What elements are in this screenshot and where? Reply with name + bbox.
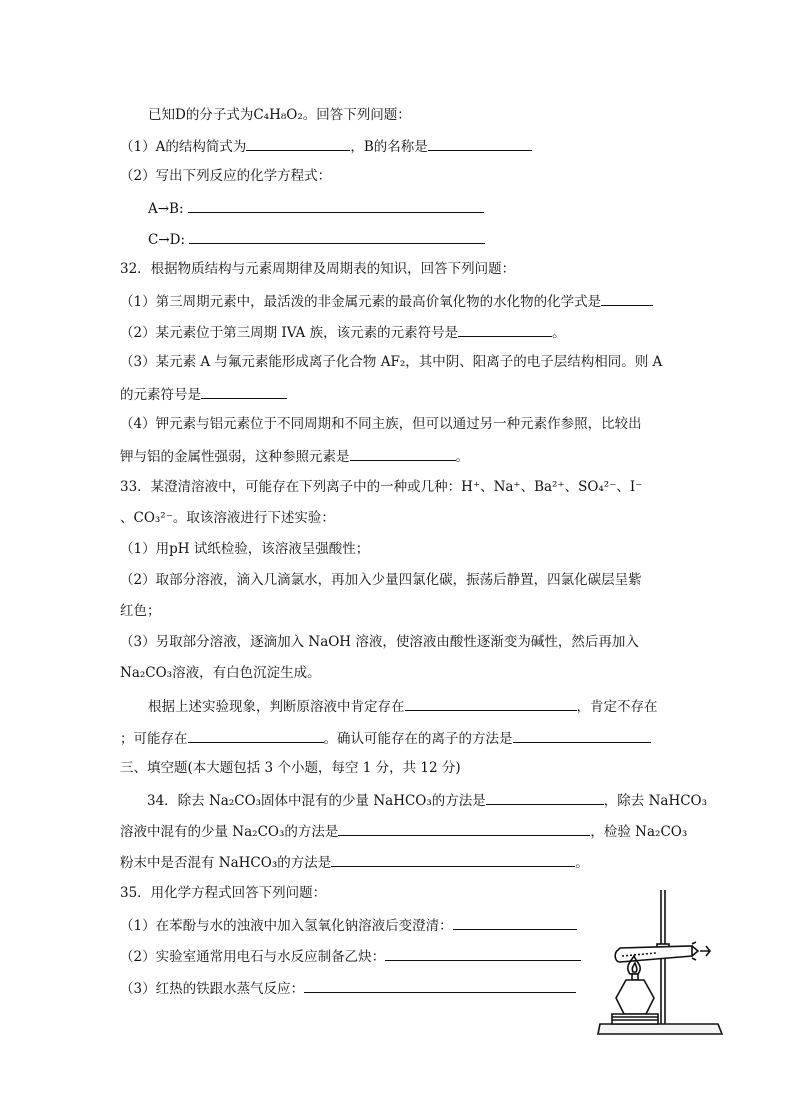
q33-step1: （1）用pH 试纸检验，该溶液呈强酸性； (120, 541, 370, 557)
q33-blank-method[interactable] (513, 728, 651, 743)
lamp-support-block (612, 1014, 658, 1024)
q35-blank-1[interactable] (453, 915, 577, 930)
q32-blank-4[interactable] (350, 446, 456, 461)
q32-part2-text: （2）某元素位于第三周期 IVA 族，该元素的元素符号是 (120, 325, 459, 341)
q34-line2 (120, 821, 687, 841)
q33-title: 33．某澄清溶液中，可能存在下列离子中的一种或几种：H⁺、Na⁺、Ba²⁺、SO₄²⁻、I⁻ (120, 479, 643, 495)
q34-blank-2[interactable] (338, 821, 590, 836)
q33-step3-b: Na₂CO₃溶液，有白色沉淀生成。 (120, 665, 321, 681)
q32-title: 32．根据物质结构与元素周期律及周期表的知识，回答下列问题： (120, 261, 516, 277)
lamp-flame-inner (632, 963, 637, 972)
q33-method-text: 。确认可能存在的离子的方法是 (323, 731, 513, 747)
q32-part3: （3）某元素 A 与氟元素能形成离子化合物 AF₂，其中阴、阳离子的电子层结构相同。则 A (120, 354, 663, 370)
q33-blank-must-exist[interactable] (405, 696, 577, 711)
q35-part3-text: （3）红热的铁跟水蒸气反应： (120, 981, 305, 997)
test-tube-stopper (692, 942, 698, 960)
alcohol-lamp (616, 980, 654, 1014)
q31-blank-eq-ab[interactable] (188, 198, 484, 213)
delivery-tube (700, 946, 710, 956)
q34-blank-3[interactable] (331, 852, 575, 867)
q32-part4: （4）钾元素与铝元素位于不同周期和不同主族，但可以通过另一种元素作参照，比较出 (120, 416, 642, 432)
q34-line2-text-b: ，检验 Na₂CO₃ (590, 824, 688, 840)
lamp-wick-holder (632, 974, 638, 980)
q35-blank-2[interactable] (385, 946, 581, 961)
q32-part2-end: 。 (552, 325, 566, 341)
q35-part1 (120, 915, 577, 935)
q33-conclusion-b (120, 728, 651, 748)
q32-blank-3[interactable] (201, 384, 287, 399)
q31-eq-cd (148, 229, 485, 249)
test-tube (615, 946, 692, 962)
q31-blank-a-structure[interactable] (246, 136, 350, 151)
q31-part1-text-b: ，B的名称是 (350, 139, 428, 155)
q35-title: 35．用化学方程式回答下列问题： (120, 885, 327, 901)
q32-part1-text: （1）第三周期元素中，最活泼的非金属元素的最高价氧化物的水化物的化学式是 (120, 294, 602, 310)
q33-conclusion-text-b: ，肯定不存在 (576, 699, 658, 715)
q31-part2: （2）写出下列反应的化学方程式： (120, 168, 332, 184)
q34-line1 (147, 790, 707, 810)
section3-title: 三、填空题(本大题包括 3 个小题，每空 1 分，共 12 分) (120, 760, 461, 776)
q33-step2: （2）取部分溶液，滴入几滴氯水，再加入少量四氯化碳，振荡后静置，四氯化碳层呈紫 (120, 572, 642, 588)
q33-conclusion-text: 根据上述实验现象，判断原溶液中肯定存在 (148, 699, 405, 715)
q34-line3-text-a: 粉末中是否混有 NaHCO₃的方法是 (120, 855, 332, 871)
q32-part4-b-text: 钾与铝的金属性强弱，这种参照元素是 (120, 449, 350, 465)
q35-part2-text: （2）实验室通常用电石与水反应制备乙炔： (120, 949, 386, 965)
q35-blank-3[interactable] (304, 978, 576, 993)
q33-blank-maybe[interactable] (188, 728, 324, 743)
q34-line1-text-a: 34．除去 Na₂CO₃固体中混有的少量 NaHCO₃的方法是 (147, 793, 486, 809)
q32-blank-1[interactable] (601, 291, 653, 306)
q32-part4-b (120, 446, 469, 466)
q31-blank-eq-cd[interactable] (189, 229, 485, 244)
q31-part1 (120, 136, 532, 156)
q33-step2-b: 红色； (120, 603, 161, 619)
stand-base (598, 1024, 722, 1034)
q31-part1-text-a: （1）A的结构简式为 (120, 139, 247, 155)
q33-maybe-text: ；可能存在 (120, 731, 188, 747)
q32-part1 (120, 291, 653, 311)
q32-part2 (120, 322, 566, 342)
q32-part4-end: 。 (455, 449, 469, 465)
q32-blank-2[interactable] (458, 322, 552, 337)
lab-apparatus-illustration (596, 886, 726, 1038)
q33-title-b: 、CO₃²⁻。取该溶液进行下述实验： (120, 510, 335, 526)
q32-part3-b-text: 的元素符号是 (120, 387, 201, 403)
q34-line3 (120, 852, 589, 872)
q31-blank-b-name[interactable] (428, 136, 532, 151)
q31-eq-ab (148, 198, 484, 218)
q35-part2 (120, 946, 581, 966)
q31-eq-ab-label: A→B: (148, 201, 184, 217)
q34-line1-text-b: ，除去 NaHCO₃ (603, 793, 708, 809)
q31-eq-cd-label: C→D: (148, 232, 186, 248)
q33-step3: （3）另取部分溶液，逐滴加入 NaOH 溶液，使溶液由酸性逐渐变为碱性，然后再加入 (120, 634, 639, 650)
q34-line3-text-b: 。 (575, 855, 589, 871)
q35-part1-text: （1）在苯酚与水的浊液中加入氢氧化钠溶液后变澄清： (120, 918, 453, 934)
q34-line2-text-a: 溶液中混有的少量 Na₂CO₃的方法是 (120, 824, 339, 840)
q32-part3-b (120, 384, 287, 404)
q31-intro: 已知D的分子式为C₄H₈O₂。回答下列问题： (148, 107, 411, 123)
q35-part3 (120, 978, 576, 998)
q34-blank-1[interactable] (486, 790, 604, 805)
q33-conclusion (148, 696, 658, 716)
